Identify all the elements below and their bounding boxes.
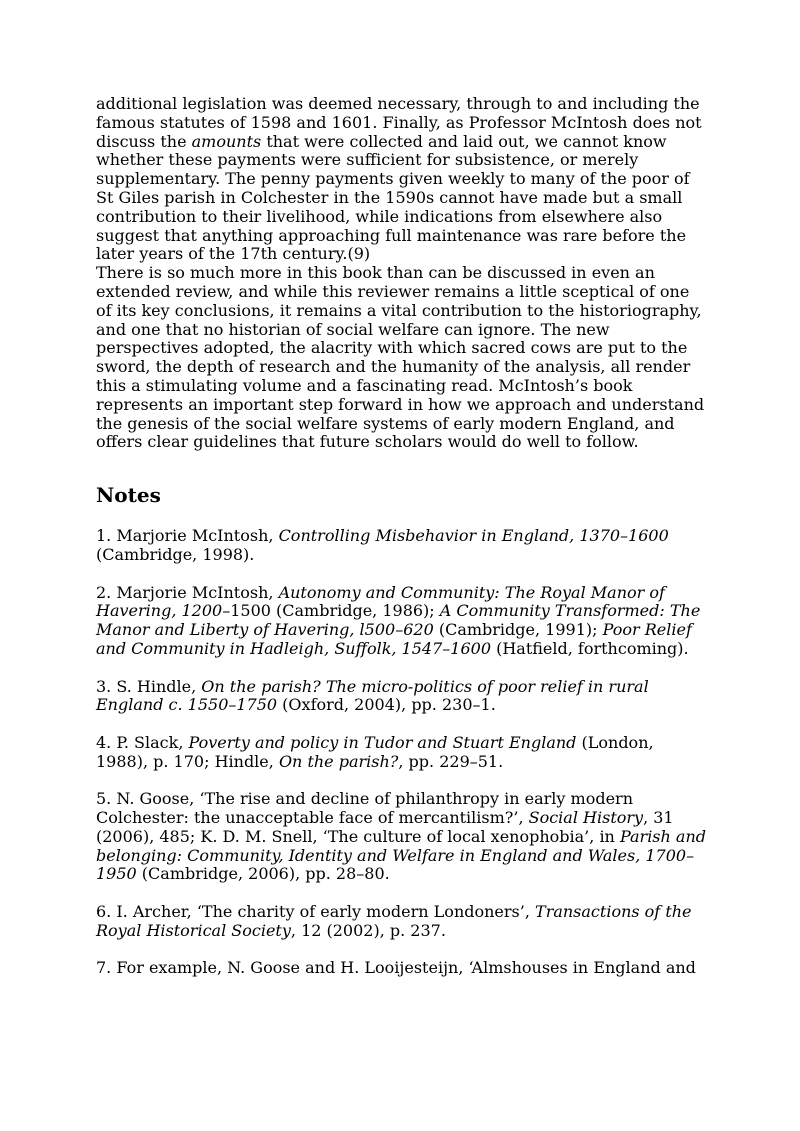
italic-text: Parish and belonging: Community, Identity and Welfare in England and Wales, 1700–1950 xyxy=(96,826,706,884)
text-run: additional legislation was deemed necessary, through to and including the famous statutes of 1598 and 1601. Finally, as Professor McIntosh does not discuss the xyxy=(96,94,702,151)
note-item xyxy=(96,959,708,978)
document-page xyxy=(96,95,708,997)
italic-text: A Community Transformed: The Manor and Liberty of Havering, l500–620 xyxy=(96,601,701,640)
text-run: , pp. 229–51. xyxy=(398,751,504,771)
text-run: 4. P. Slack, xyxy=(96,732,189,752)
text-run: 7. For example, N. Goose and H. Looijesteijn, ‘Almshouses in England and xyxy=(96,958,696,978)
text-run: –1500 (Cambridge, 1986); xyxy=(222,601,440,621)
text-run: , 31 (2006), 485; K. D. M. Snell, ‘The culture of local xenophobia’, in xyxy=(96,808,674,846)
italic-text: amounts xyxy=(191,131,262,151)
note-item xyxy=(96,734,708,772)
note-item xyxy=(96,790,708,884)
italic-text: Poor Relief and Community in Hadleigh, Suffolk, 1547–1600 xyxy=(96,620,692,658)
text-run: that were collected and laid out, we cannot know whether these payments were sufficient for subsistence, or merely supplementary. The penny payments given weekly to many of the poor of St Giles parish in Colchester in the 1590s cannot have made but a small contribution to their livelihood, while indications from elsewhere also suggest that anything approaching full maintenance was rare before the later years of the 17th century.(9) xyxy=(96,131,690,264)
notes-list xyxy=(96,527,708,978)
italic-text: On the parish? The micro-politics of poor relief in rural England c. 1550–1750 xyxy=(96,676,649,715)
italic-text: Poverty and policy in Tudor and Stuart England xyxy=(188,732,577,752)
body-paragraph-2 xyxy=(96,264,708,452)
text-run: (London, 1988), p. 170; Hindle, xyxy=(96,732,654,771)
text-run: (Cambridge, 2006), pp. 28–80. xyxy=(136,864,390,884)
text-run: (Oxford, 2004), pp. 230–1. xyxy=(277,695,496,715)
italic-text: Autonomy and Community: The Royal Manor of Havering, 1200 xyxy=(96,582,665,621)
text-run: , 12 (2002), p. 237. xyxy=(290,920,446,940)
italic-text: Controlling Misbehavior in England, 1370–1600 xyxy=(278,526,669,546)
text-run: 5. N. Goose, ‘The rise and decline of philanthropy in early modern Colchester: the unacceptable face of mercantilism?’, xyxy=(96,789,634,828)
body-paragraph-1 xyxy=(96,95,708,264)
text-run: (Hatfield, forthcoming). xyxy=(491,638,689,658)
italic-text: On the parish? xyxy=(278,751,399,771)
notes-heading: Notes xyxy=(96,483,161,508)
note-item xyxy=(96,584,708,659)
text-run: There is so much more in this book than can be discussed in even an extended review, and while this reviewer remains a little sceptical of one of its key conclusions, it remains a vital contribution to the historiography, and one that no historian of social welfare can ignore. The new perspectives adopted, the alacrity with which sacred cows are put to the sword, the depth of research and the humanity of the analysis, all render this a stimulating volume and a fascinating read. McIntosh’s book represents an important step forward in how we approach and understand the genesis of the social welfare systems of early modern England, and offers clear guidelines that future scholars would do well to follow. xyxy=(96,263,705,452)
text-run: 1. Marjorie McIntosh, xyxy=(96,526,279,546)
italic-text: Transactions of the Royal Historical Society xyxy=(96,902,692,940)
text-run: (Cambridge, 1991); xyxy=(433,620,603,640)
text-run: 6. I. Archer, ‘The charity of early modern Londoners’, xyxy=(96,902,536,922)
note-item xyxy=(96,678,708,716)
text-run: 2. Marjorie McIntosh, xyxy=(96,582,279,602)
note-item xyxy=(96,903,708,941)
text-run: 3. S. Hindle, xyxy=(96,676,202,696)
italic-text: Social History xyxy=(528,808,644,828)
note-item xyxy=(96,527,708,565)
text-run: (Cambridge, 1998). xyxy=(96,544,255,564)
